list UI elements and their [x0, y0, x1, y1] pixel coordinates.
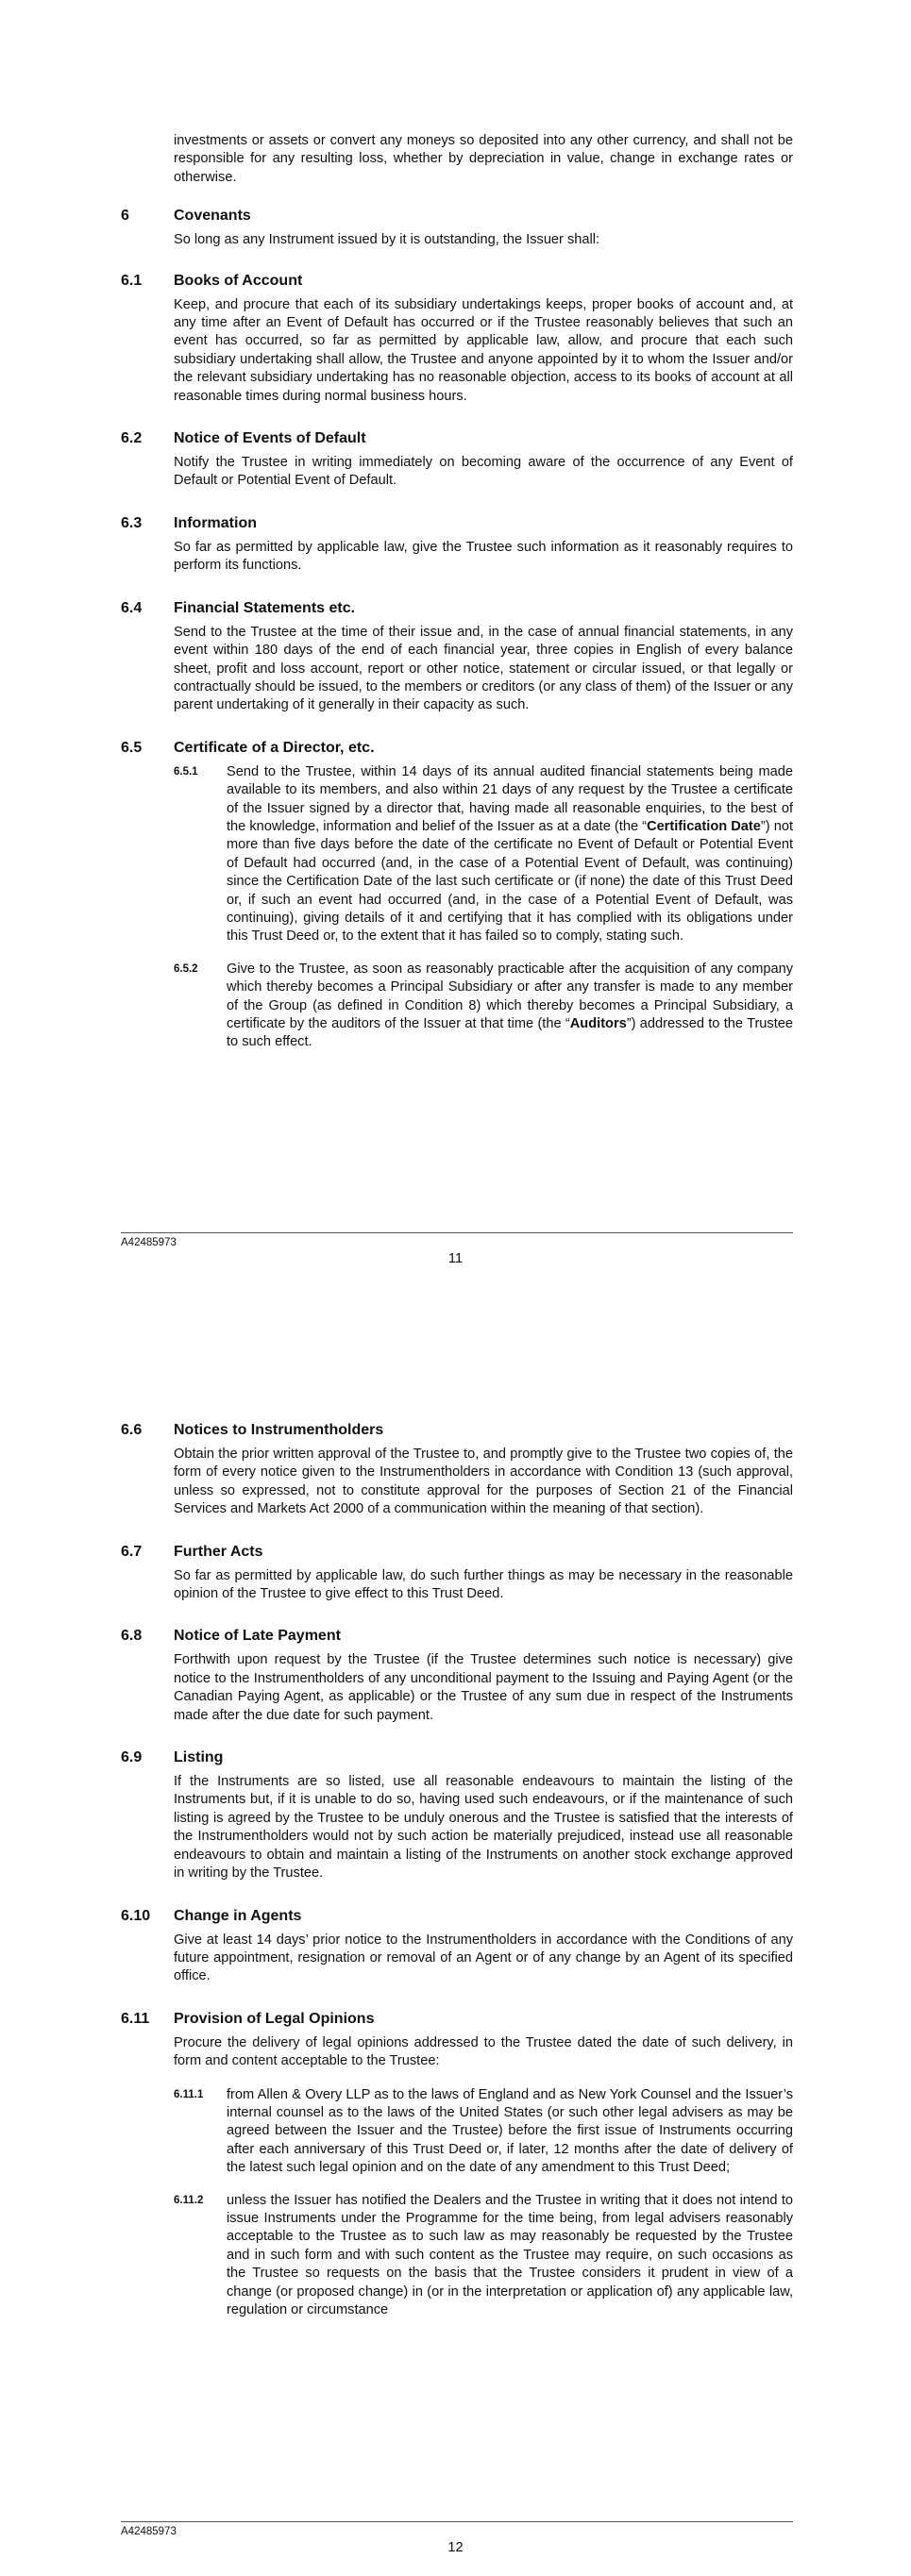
section-6-7: [121, 1542, 793, 1604]
section-title: Notice of Events of Default: [174, 430, 366, 447]
section-title: Notice of Late Payment: [174, 1628, 341, 1645]
section-text: If the Instruments are so listed, use all reasonable endeavours to maintain the listing of the Instruments but, if it is unable to do so, having used such endeavours, or if the maintenance of such listing is agreed by the Trustee to be unduly onerous and the Trustee is satisfied that the interests of the Instrumentholders would not by such action be materially prejudiced, instead use all reasonable endeavours to obtain and maintain a listing of the Instruments on another stock exchange approved in writing by the Trustee.: [174, 1774, 793, 1882]
section-heading: [121, 1906, 793, 1927]
section-6-3: [121, 513, 793, 576]
section-title: Covenants: [174, 208, 251, 225]
section-number: 6.2: [121, 430, 143, 447]
section-text: Forthwith upon request by the Trustee (if the Trustee determines such notice is necessary) give notice to the Instrumentholders of any unconditional payment to the Issuing and Paying Agent (or the Canadian Paying Agent, as applicable) or the Trustee of any sum due in respect of the Instruments made after the due date for such payment.: [174, 1652, 793, 1723]
section-title: Financial Statements etc.: [174, 599, 356, 616]
section-number: 6.4: [121, 599, 143, 616]
section-number: 6.1: [121, 272, 143, 289]
footer-reference: A42485973: [121, 1237, 177, 1248]
section-number: 6: [121, 208, 129, 225]
section-heading: [121, 2009, 793, 2030]
section-heading: [121, 738, 793, 759]
subsection-6-11-2: [174, 2192, 793, 2320]
subsection-number: 6.11.2: [174, 2194, 204, 2206]
section-text: Notify the Trustee in writing immediately on becoming aware of the occurrence of any Event of Default or Potential Event of Default.: [174, 455, 793, 489]
section-title: Information: [174, 514, 257, 531]
section-number: 6.10: [121, 1907, 151, 1924]
section-text: Give at least 14 days’ prior notice to the Instrumentholders in accordance with the Conditions of any future appointment, resignation or removal of an Agent or of any change by an Agent of its specified office.: [174, 1932, 793, 1984]
text-after-term: ”) addressed to the Trustee to such effect.: [227, 1016, 793, 1050]
footer-rule: [121, 1232, 793, 1233]
subsection-text: from Allen & Overy LLP as to the laws of England and as New York Counsel and the Issuer’s internal counsel as to the laws of the United States (or such other legal advisers as may be agreed between the Issuer and the Trustee) before the first issue of Instruments occurring after each anniversary of this Trust Deed or, if later, 12 months after the date of delivery of the latest such legal opinion and on the date of any amendment to this Trust Deed;: [227, 2086, 793, 2176]
section-6-1: [121, 271, 793, 406]
subsection-text: [227, 961, 793, 1052]
continuation-text: investments or assets or convert any moneys so deposited into any other currency, and shall not be responsible for any resulting loss, whether by depreciation in value, change in exchange rates or otherwise.: [174, 133, 793, 185]
section-text: So far as permitted by applicable law, do such further things as may be necessary in the reasonable opinion of the Trustee to give effect to this Trust Deed.: [174, 1567, 793, 1602]
section-title: Certificate of a Director, etc.: [174, 739, 375, 756]
section-6-5: [121, 738, 793, 1052]
section-title: Change in Agents: [174, 1907, 302, 1924]
page-12: [0, 1288, 911, 2576]
page-number: 12: [447, 2540, 464, 2555]
section-heading: [121, 1420, 793, 1441]
section-number: 6.7: [121, 1543, 143, 1560]
footer-rule: [121, 2521, 793, 2522]
section-text: So far as permitted by applicable law, give the Trustee such information as it reasonably requires to perform its functions.: [174, 539, 793, 574]
section-text: Procure the delivery of legal opinions addressed to the Trustee dated the date of such delivery, in form and content acceptable to the Trustee:: [174, 2034, 793, 2069]
section-text: Keep, and procure that each of its subsidiary undertakings keeps, proper books of account and, at any time after an Event of Default has occurred or if the Trustee reasonably believes that such an event has occurred, so far as permitted by applicable law, allow, and procure that each such subsidiary undertaking shall allow, the Trustee and anyone appointed by it to whom the Issuer and/or the relevant subsidiary undertaking has no reasonable objection, access to its books of account at all reasonable times during normal business hours.: [174, 296, 793, 404]
subsection-text: unless the Issuer has notified the Dealers and the Trustee in writing that it does not intend to issue Instruments under the Programme for the time being, from legal advisers reasonably acceptable to the Trustee as to such law as may reasonably be requested by the Trustee and in such form and with such content as the Trustee may require, on such occasions as the Trustee so requests on the basis that the Trustee considers it prudent in view of a change (or proposed change) in (or in the interpretation or application of) any applicable law, regulation or circumstance: [227, 2192, 793, 2317]
subsection-number: 6.11.1: [174, 2088, 204, 2100]
section-number: 6.6: [121, 1422, 143, 1438]
section-title: Books of Account: [174, 272, 303, 289]
subsection-6-5-2: [174, 961, 793, 1052]
section-heading: [121, 428, 793, 449]
subsection-number: 6.5.1: [174, 765, 198, 778]
section-6: [121, 206, 793, 249]
section-heading: [121, 271, 793, 292]
defined-term: Certification Date: [647, 818, 761, 834]
section-title: Notices to Instrumentholders: [174, 1422, 384, 1438]
section-title: Listing: [174, 1749, 224, 1766]
text-after-term: ”) not more than five days before the date of the certificate no Event of Default or Potential Event of Default had occurred (and, in the case of a Potential Event of Default, was continuing) since the Certification Date of the last such certificate or (if none) the date of this Trust Deed or, if such an event had occurred (and, in the case of a Potential Event of Default, was continuing), giving details of it and certifying that it has complied with its obligations under this Trust Deed or, to the extent that it has failed so to comply, stating such.: [227, 818, 794, 945]
defined-term: Auditors: [569, 1016, 627, 1031]
section-6-10: [121, 1906, 793, 1986]
section-heading: [121, 598, 793, 619]
subsection-6-11-1: [174, 2086, 793, 2178]
section-text: Send to the Trustee at the time of their issue and, in the case of annual financial statements, in any event within 180 days of the end of each financial year, three copies in English of every balance sheet, profit and loss account, report or other notice, statement or circular issued, or that legally or contractually should be issued, to the members or creditors (or any class of them) of the Issuer or any parent undertaking of it generally in their capacity as such.: [174, 624, 793, 713]
subsection-6-5-1: [174, 763, 793, 946]
section-6-2: [121, 428, 793, 491]
section-number: 6.3: [121, 514, 143, 531]
section-heading: [121, 513, 793, 534]
section-6-8: [121, 1626, 793, 1725]
page-12-content: [121, 1420, 793, 2342]
section-6-6: [121, 1420, 793, 1519]
section-heading: [121, 1626, 793, 1647]
section-6-intro: So long as any Instrument issued by it is outstanding, the Issuer shall:: [174, 232, 600, 248]
continuation-paragraph: [121, 132, 793, 187]
page-11-content: [121, 132, 793, 1075]
section-6-heading: [121, 206, 793, 226]
section-heading: [121, 1748, 793, 1768]
section-6-4: [121, 598, 793, 715]
section-number: 6.5: [121, 739, 143, 756]
section-title: Provision of Legal Opinions: [174, 2010, 375, 2027]
section-6-11: [121, 2009, 793, 2320]
section-6-9: [121, 1748, 793, 1882]
text-before-term: Send to the Trustee, within 14 days of its annual audited financial statements being made available to its members, and also within 21 days of any request by the Trustee a certificate of the Issuer signed by a director that, having made all reasonable enquiries, to the best of the knowledge, information and belief of the Issuer as at a date (the “: [227, 763, 793, 834]
subsection-text: [227, 763, 793, 946]
section-text: Obtain the prior written approval of the Trustee to, and promptly give to the Trustee two copies of, the form of every notice given to the Instrumentholders in accordance with Condition 13 (such approval, unless so expressed, not to constitute approval for the purposes of Section 21 of the Financial Services and Markets Act 2000 of a communication within the meaning of that section).: [174, 1447, 793, 1517]
footer-reference: A42485973: [121, 2526, 177, 2537]
section-heading: [121, 1542, 793, 1563]
page-number: 11: [447, 1251, 464, 1266]
section-title: Further Acts: [174, 1543, 263, 1560]
section-number: 6.8: [121, 1628, 143, 1645]
text-before-term: Give to the Trustee, as soon as reasonably practicable after the acquisition of any company which thereby becomes a Principal Subsidiary or after any transfer is made to any member of the Group (as defined in Condition 8) which thereby becomes a Principal Subsidiary, a certificate by the auditors of the Issuer at that time (the “: [227, 961, 793, 1031]
section-number: 6.9: [121, 1749, 143, 1766]
section-number: 6.11: [121, 2010, 150, 2027]
subsection-number: 6.5.2: [174, 962, 198, 975]
